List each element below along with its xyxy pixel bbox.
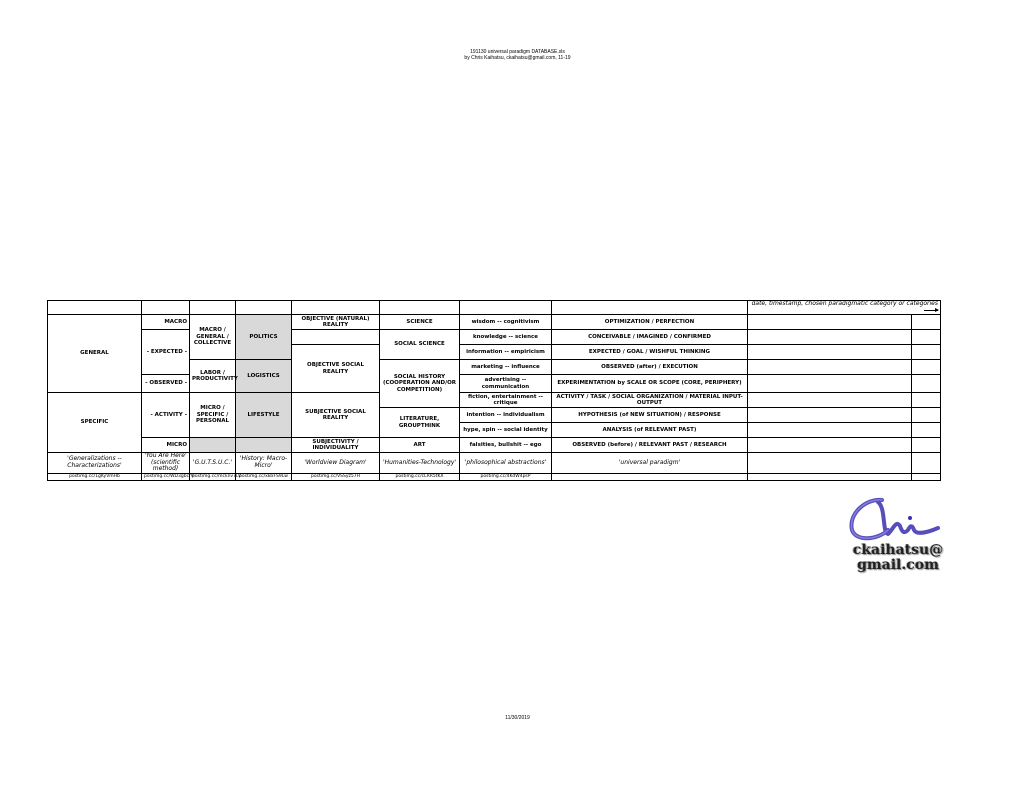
page-footer-date: 11/30/2019 bbox=[505, 715, 530, 721]
empty-cell bbox=[912, 473, 941, 481]
objective-natural-cell: OBJECTIVE (NATURAL) REALITY bbox=[292, 315, 380, 330]
subjectivity-cell: SUBJECTIVITY / INDIVIDUALITY bbox=[292, 438, 380, 453]
table-row bbox=[48, 438, 941, 453]
entry-cell[interactable] bbox=[748, 423, 912, 438]
gray-cell bbox=[236, 438, 292, 453]
diagram-link[interactable]: postimg.cc/xBxFS9Lw bbox=[236, 473, 292, 481]
paradigm-cell: CONCEIVABLE / IMAGINED / CONFIRMED bbox=[552, 330, 748, 345]
entry-cell[interactable] bbox=[748, 393, 912, 408]
entry-cell[interactable] bbox=[912, 453, 941, 474]
abstraction-cell: advertising -- communication bbox=[460, 375, 552, 393]
expected-cell: - EXPECTED - bbox=[142, 330, 190, 375]
abstraction-cell: wisdom -- cognitivism bbox=[460, 315, 552, 330]
entry-cell[interactable] bbox=[748, 375, 912, 393]
diagram-link[interactable]: postimg.cc/1gKyVmHb bbox=[48, 473, 142, 481]
entry-cell[interactable] bbox=[912, 330, 941, 345]
activity-cell: - ACTIVITY - bbox=[142, 393, 190, 438]
paradigm-cell: EXPECTED / GOAL / WISHFUL THINKING bbox=[552, 345, 748, 360]
politics-cell: POLITICS bbox=[236, 315, 292, 360]
paradigm-cell: ANALYSIS (of RELEVANT PAST) bbox=[552, 423, 748, 438]
entry-cell[interactable] bbox=[748, 438, 912, 453]
entry-cell[interactable] bbox=[748, 408, 912, 423]
paradigm-table bbox=[47, 300, 941, 481]
urls-row bbox=[48, 473, 941, 481]
diagram-title: 'History: Macro-Micro' bbox=[236, 453, 292, 474]
abstraction-cell: hype, spin -- social identity bbox=[460, 423, 552, 438]
gray-cell bbox=[190, 438, 236, 453]
entry-cell[interactable] bbox=[748, 315, 912, 330]
entry-cell[interactable] bbox=[912, 360, 941, 375]
table-row bbox=[48, 330, 941, 345]
observed-cell: - OBSERVED - bbox=[142, 375, 190, 393]
abstraction-cell: information -- empiricism bbox=[460, 345, 552, 360]
abstraction-cell: falsities, bullshit -- ego bbox=[460, 438, 552, 453]
diagram-title: 'philosophical abstractions' bbox=[460, 453, 552, 474]
entry-cell[interactable] bbox=[748, 453, 912, 474]
right-arrow-icon bbox=[924, 310, 938, 311]
social-science-cell: SOCIAL SCIENCE bbox=[380, 330, 460, 360]
signature-dot bbox=[908, 516, 912, 520]
micro-cell: MICRO bbox=[142, 438, 190, 453]
paradigm-cell: ACTIVITY / TASK / SOCIAL ORGANIZATION / MATERIAL INPUT-OUTPUT bbox=[552, 393, 748, 408]
logistics-cell: LOGISTICS bbox=[236, 360, 292, 393]
science-cell: SCIENCE bbox=[380, 315, 460, 330]
date-row bbox=[48, 301, 941, 315]
macro-cell: MACRO bbox=[142, 315, 190, 330]
empty-cell bbox=[748, 473, 912, 481]
art-cell: ART bbox=[380, 438, 460, 453]
date-header-cell bbox=[748, 301, 941, 315]
entry-cell[interactable] bbox=[912, 408, 941, 423]
signature-stroke bbox=[851, 500, 938, 538]
paradigm-cell: EXPERIMENTATION by SCALE OR SCOPE (CORE, PERIPHERY) bbox=[552, 375, 748, 393]
abstraction-cell: fiction, entertainment -- critique bbox=[460, 393, 552, 408]
literature-cell: LITERATURE, GROUPTHINK bbox=[380, 408, 460, 438]
empty-cell bbox=[292, 330, 380, 345]
entry-cell[interactable] bbox=[748, 360, 912, 375]
diagram-title: 'You Are Here' (scientific method) bbox=[142, 453, 190, 474]
table-row bbox=[48, 393, 941, 408]
table-row bbox=[48, 375, 941, 393]
diagram-title: 'Humanities-Technology' bbox=[380, 453, 460, 474]
micro-specific-cell: MICRO / SPECIFIC / PERSONAL bbox=[190, 393, 236, 438]
paradigm-cell: OPTIMIZATION / PERFECTION bbox=[552, 315, 748, 330]
diagram-title: 'Worldview Diagram' bbox=[292, 453, 380, 474]
entry-cell[interactable] bbox=[912, 393, 941, 408]
entry-cell[interactable] bbox=[912, 345, 941, 360]
entry-cell[interactable] bbox=[912, 423, 941, 438]
subjective-social-cell: SUBJECTIVE SOCIAL REALITY bbox=[292, 393, 380, 438]
document-title: 191130 universal paradigm DATABASE.xls bbox=[470, 49, 565, 55]
diagram-titles-row bbox=[48, 453, 941, 474]
date-header-label: date, timestamp, chosen paradigmatic category or categories bbox=[751, 300, 938, 307]
diagram-link[interactable]: postimg.cc/cLRR5tKX bbox=[380, 473, 460, 481]
labor-productivity-cell: LABOR / PRODUCTIVITY bbox=[190, 360, 236, 393]
abstraction-cell: knowledge -- science bbox=[460, 330, 552, 345]
paradigm-cell: OBSERVED (before) / RELEVANT PAST / RESEARCH bbox=[552, 438, 748, 453]
macro-general-cell: MACRO / GENERAL / COLLECTIVE bbox=[190, 315, 236, 360]
signature-email: ckaihatsu@ gmail.com bbox=[852, 542, 944, 573]
lifestyle-cell: LIFESTYLE bbox=[236, 393, 292, 438]
entry-cell[interactable] bbox=[912, 375, 941, 393]
document-author: by Chris Kaihatsu, ckaihatsu@gmail.com, 11-19 bbox=[464, 55, 571, 61]
table-row bbox=[48, 315, 941, 330]
diagram-title: 'universal paradigm' bbox=[552, 453, 748, 474]
diagram-link[interactable]: postimg.cc/VSSyz57H bbox=[292, 473, 380, 481]
diagram-link[interactable]: postimg.cc/mcknv7LV bbox=[190, 473, 236, 481]
paradigm-cell: HYPOTHESIS (of NEW SITUATION) / RESPONSE bbox=[552, 408, 748, 423]
abstraction-cell: intention -- individualism bbox=[460, 408, 552, 423]
entry-cell[interactable] bbox=[748, 345, 912, 360]
empty-cell bbox=[552, 473, 748, 481]
objective-social-cell: OBJECTIVE SOCIAL REALITY bbox=[292, 345, 380, 393]
specific-cell: SPECIFIC bbox=[48, 393, 142, 453]
entry-cell[interactable] bbox=[912, 315, 941, 330]
paradigm-cell: OBSERVED (after) / EXECUTION bbox=[552, 360, 748, 375]
social-history-cell: SOCIAL HISTORY (COOPERATION AND/OR COMPETITION) bbox=[380, 360, 460, 408]
abstraction-cell: marketing -- influence bbox=[460, 360, 552, 375]
diagram-link[interactable]: postimg.cc/WD3gbcr9 bbox=[142, 473, 190, 481]
diagram-title: 'Generalizations -- Characterizations' bbox=[48, 453, 142, 474]
diagram-title: 'G.U.T.S.U.C.' bbox=[190, 453, 236, 474]
diagram-link[interactable]: postimg.cc/4KdW4psP bbox=[460, 473, 552, 481]
entry-cell[interactable] bbox=[912, 438, 941, 453]
general-cell: GENERAL bbox=[48, 315, 142, 393]
entry-cell[interactable] bbox=[748, 330, 912, 345]
